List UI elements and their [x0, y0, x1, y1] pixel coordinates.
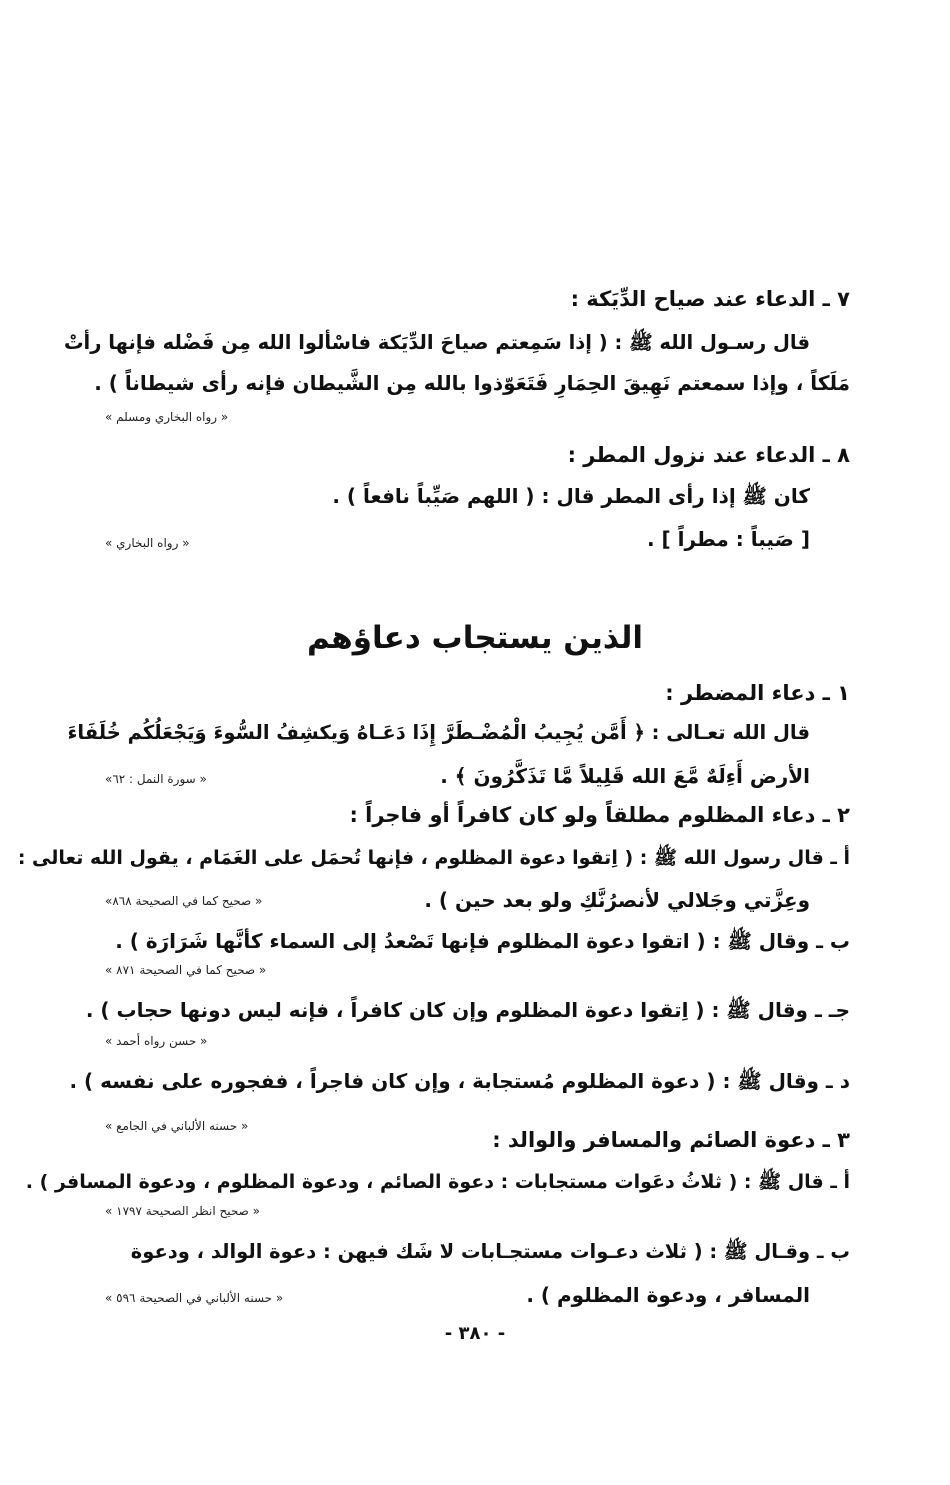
part2-heading: ٢ ـ دعاء المظلوم مطلقاً ولو كان كافراً أو فاجراً : — [349, 803, 850, 827]
part1-line2: الأرض أَءِلَهٌ مَّعَ الله قَلِيلاً مَّا تَذَكَّرُونَ ﴾ . — [440, 764, 810, 788]
part2-a-line1: أ ـ قال رسول الله ﷺ : ( اِتقوا دعوة المظلوم ، فإنها تُحمَل على الغَمَام ، يقول الله تعالى : — [17, 847, 850, 869]
item8-line2: [ صَيباً : مطراً ] . — [646, 527, 810, 551]
part2-d-reference: « حسنه الألباني في الجامع » — [105, 1119, 249, 1133]
item7-heading: ٧ ـ الدعاء عند صياح الدِّيَكة : — [570, 287, 850, 311]
part3-heading: ٣ ـ دعوة الصائم والمسافر والوالد : — [492, 1128, 850, 1152]
part3-b-reference: « حسنه الألباني في الصحيحة ٥٩٦ » — [105, 1291, 284, 1305]
section-title: الذين يستجاب دعاؤهم — [306, 620, 644, 656]
item7-line2: مَلَكاً ، وإذا سمعتم نَهِيقَ الحِمَارِ فَتَعَوّذوا بالله مِن الشَّيطان فإنه رأى شيطاناً ) . — [94, 371, 850, 395]
part3-b-line2: المسافر ، ودعوة المظلوم ) . — [526, 1283, 810, 1307]
item8-heading: ٨ ـ الدعاء عند نزول المطر : — [567, 443, 850, 467]
part2-a-line2: وعِزَّتي وجَلالي لأنصرُنَّكِ ولو بعد حين ) . — [424, 888, 810, 912]
part2-d-line: د ـ وقال ﷺ : ( دعوة المظلوم مُستجابة ، وإن كان فاجراً ، ففجوره على نفسه ) . — [69, 1069, 850, 1093]
part3-a-line: أ ـ قال ﷺ : ( ثلاثُ دعَوات مستجابات : دعوة الصائم ، ودعوة المظلوم ، ودعوة المسافر ) . — [25, 1171, 850, 1193]
part1-line1: قال الله تعـالى : ﴿ أَمَّن يُجِيبُ الْمُضْـطَرَّ إِذَا دَعَـاهُ وَيكشِفُ السُّوءَ وَيَجْعَلُكُم خُلَفَاءَ — [67, 721, 810, 744]
part3-a-reference: « صحيح انظر الصحيحة ١٧٩٧ » — [105, 1204, 260, 1218]
page-number: - ٣٨٠ - — [444, 1323, 506, 1344]
item8-line1: كان ﷺ إذا رأى المطر قال : ( اللهم صَيِّباً نافعاً ) . — [332, 484, 810, 508]
part1-reference: « سورة النمل : ٦٢» — [105, 772, 207, 786]
part3-b-line1: ب ـ وقـال ﷺ : ( ثلاث دعـوات مستجـابات لا شَك فيهن : دعوة الوالد ، ودعوة — [130, 1240, 850, 1263]
item7-reference: « رواه البخاري ومسلم » — [105, 410, 229, 424]
part2-c-reference: « حسن رواه أحمد » — [105, 1034, 208, 1048]
part2-a-reference: « صحيح كما في الصحيحة ٨٦٨» — [105, 894, 263, 908]
part2-c-line: جـ ـ وقال ﷺ : ( اِتقوا دعوة المظلوم وإن كان كافراً ، فإنه ليس دونها حجاب ) . — [85, 998, 850, 1022]
part2-b-line: ب ـ وقال ﷺ : ( اتقوا دعوة المظلوم فإنها تَصْعدُ إلى السماء كأنَّها شَرَارَة ) . — [115, 929, 850, 953]
item7-line1: قال رسـول الله ﷺ : ( إذا سَمِعتم صياحَ الدِّيَكة فاسْألوا الله مِن فَضْله فإنها رأتْ — [63, 331, 810, 354]
part2-b-reference: « صحيح كما في الصحيحة ٨٧١ » — [105, 963, 267, 977]
part1-heading: ١ ـ دعاء المضطر : — [665, 681, 850, 705]
item8-reference: « رواه البخاري » — [105, 536, 190, 550]
